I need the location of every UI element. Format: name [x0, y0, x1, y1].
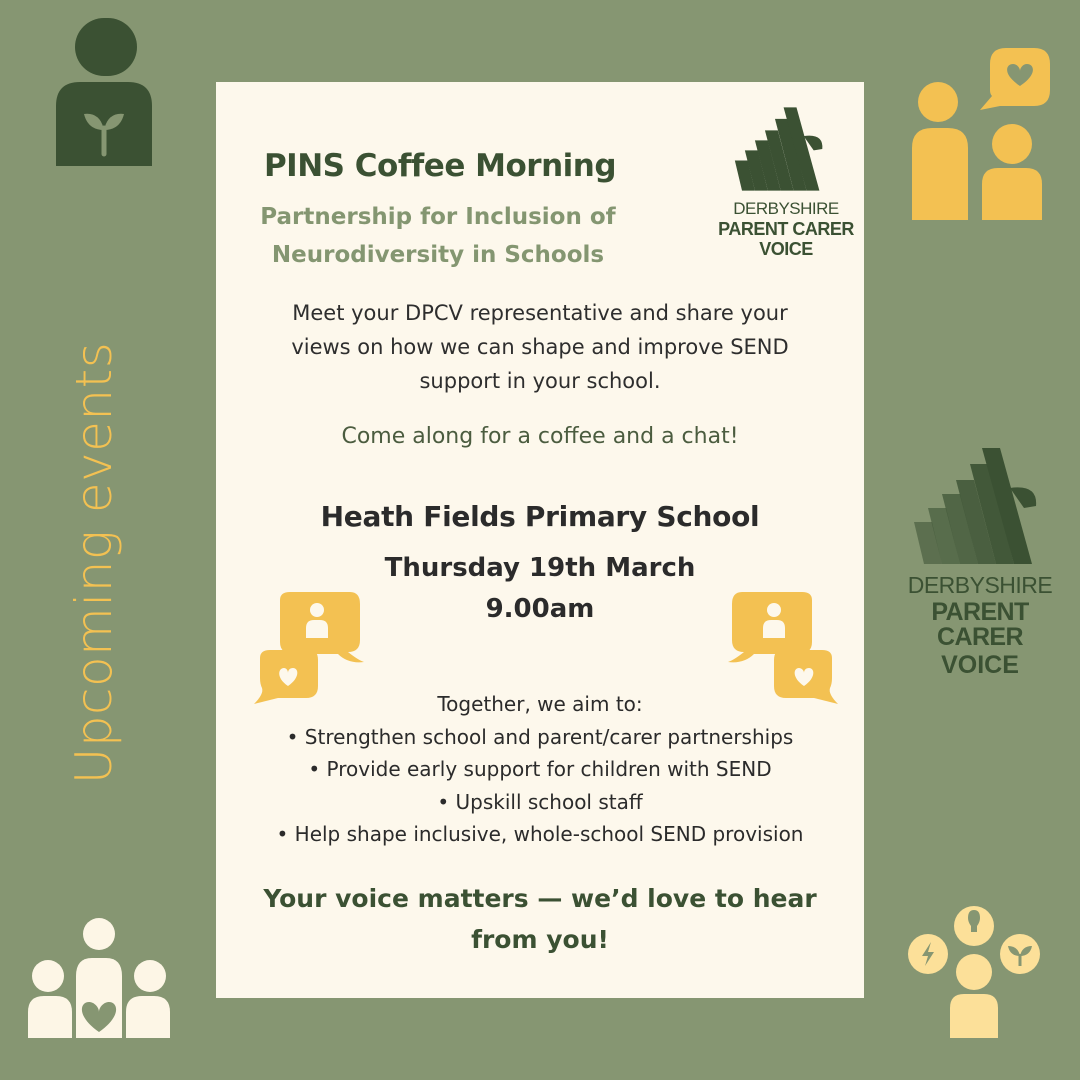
logo-line-1: DERBYSHIRE	[733, 199, 839, 218]
intro-text	[236, 296, 844, 398]
aims-list-item: • Provide early support for children with SEND	[308, 757, 772, 782]
aims-list-item: • Upskill school staff	[437, 789, 643, 814]
chat-invite: Come along for a coffee and a chat!	[341, 424, 739, 449]
subtitle-line-2: Neurodiversity in Schools	[271, 242, 605, 268]
intro-line-2: views on how we can shape and improve SEND	[291, 335, 789, 359]
aims-heading: Together, we aim to:	[437, 692, 643, 716]
people-heart-bubble-icon	[908, 44, 1054, 222]
subtitle-line-1: Partnership for Inclusion of	[260, 204, 616, 230]
intro-line-3: support in your school.	[419, 369, 661, 393]
dpcv-logo-mark-icon	[732, 106, 828, 192]
logo-large-line1: DERBYSHIRE	[907, 572, 1053, 598]
dpcv-logo	[716, 102, 856, 262]
logo-large-line3: VOICE	[941, 651, 1019, 679]
logo-line-3: VOICE	[759, 239, 813, 259]
event-date: Thursday 19th March	[384, 553, 696, 583]
logo-large-line2: PARENT CARER	[931, 598, 1029, 651]
aims-list-item: • Help shape inclusive, whole-school SEND provision	[276, 822, 804, 847]
closing-line-1: Your voice matters — we’d love to hear	[263, 884, 817, 913]
side-title: Upcoming events	[65, 341, 123, 785]
closing-line-2: from you!	[471, 925, 609, 954]
person-sprout-icon	[52, 16, 156, 170]
closing-message	[236, 878, 844, 960]
event-venue: Heath Fields Primary School	[320, 500, 760, 533]
family-heart-icon	[26, 918, 172, 1042]
intro-line-1: Meet your DPCV representative and share your	[292, 301, 788, 325]
dpcv-logo-large-text	[892, 574, 1068, 678]
event-title: PINS Coffee Morning	[263, 148, 617, 184]
logo-line-2: PARENT CARER	[718, 219, 854, 239]
event-time: 9.00am	[485, 594, 595, 624]
dpcv-logo-large-icon	[912, 446, 1042, 566]
person-ideas-icon	[902, 904, 1046, 1040]
aims-list-item: • Strengthen school and parent/carer partnerships	[286, 724, 794, 749]
event-subtitle	[226, 198, 650, 274]
aims-list	[216, 721, 864, 851]
aims-section	[216, 688, 864, 851]
event-card	[216, 82, 864, 998]
